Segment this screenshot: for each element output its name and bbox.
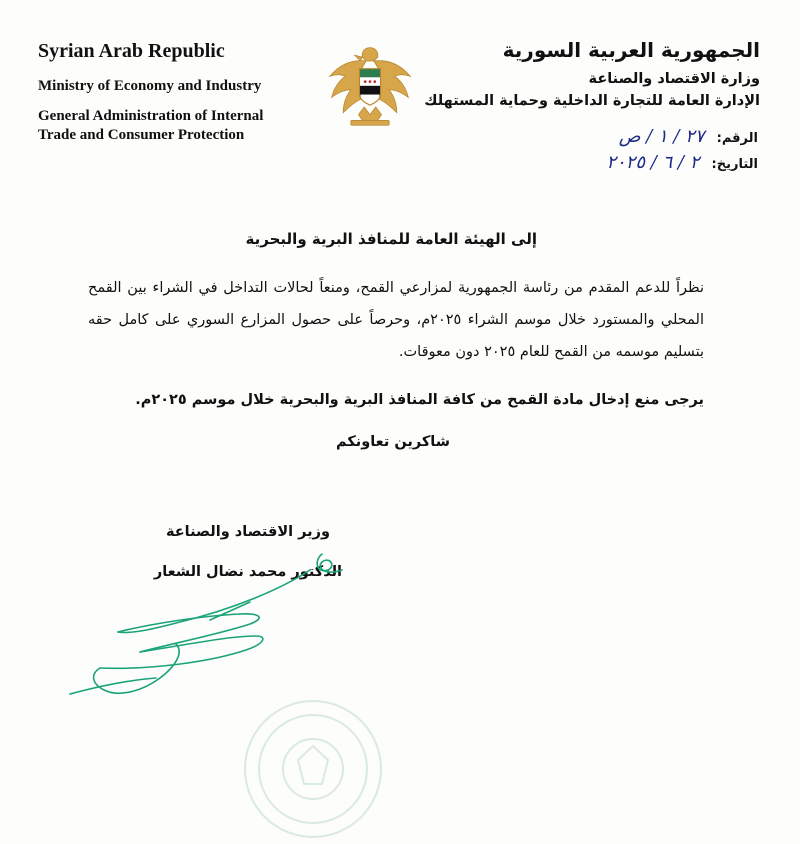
ar-country-name: الجمهورية العربية السورية bbox=[502, 38, 760, 62]
official-stamp-icon bbox=[238, 694, 388, 844]
reference-number-row bbox=[606, 126, 758, 152]
en-ministry-name: Ministry of Economy and Industry bbox=[38, 78, 262, 94]
reference-number-value: ٢٧ / ١ / ص bbox=[618, 126, 705, 147]
en-country-name: Syrian Arab Republic bbox=[38, 40, 225, 62]
handwritten-signature-icon bbox=[60, 540, 360, 720]
letter-closing: شاكرين تعاونكم bbox=[335, 434, 450, 450]
en-administration-line-1: General Administration of Internal bbox=[38, 108, 264, 124]
reference-block bbox=[606, 126, 758, 178]
reference-number-label: الرقم: bbox=[716, 131, 758, 146]
syrian-eagle-emblem-icon bbox=[322, 38, 418, 130]
letter-request: يرجى منع إدخال مادة القمح من كافة المنافذ البرية والبحرية خلال موسم ٢٠٢٥م. bbox=[135, 392, 704, 408]
reference-date-row bbox=[606, 152, 758, 178]
signatory-title: وزير الاقتصاد والصناعة bbox=[165, 524, 330, 540]
en-administration-line-2: Trade and Consumer Protection bbox=[38, 127, 245, 143]
ar-ministry-name: وزارة الاقتصاد والصناعة bbox=[588, 71, 760, 87]
reference-date-label: التاريخ: bbox=[711, 157, 758, 172]
arabic-letterhead bbox=[420, 38, 760, 112]
signatory-name: الدكتور محمد نضال الشعار bbox=[153, 564, 342, 580]
english-letterhead bbox=[38, 40, 318, 145]
letter-body: نظراً للدعم المقدم من رئاسة الجمهورية لمزارعي القمح، ومنعاً لحالات التداخل في الشراء بين القمح المحلي والمستورد خلال موسم الشراء ٢٠٢٥م، وحرصاً على حصول المزارع السوري على كامل حقه بتسليم موسمه من القمح للعام ٢٠٢٥ دون معوقات. bbox=[88, 280, 704, 360]
ar-administration-name: الإدارة العامة للتجارة الداخلية وحماية المستهلك bbox=[424, 93, 760, 109]
letter-addressee: إلى الهيئة العامة للمنافذ البرية والبحرية bbox=[245, 230, 537, 248]
reference-date-value: ٢ / ٦ / ٢٠٢٥ bbox=[606, 152, 700, 173]
